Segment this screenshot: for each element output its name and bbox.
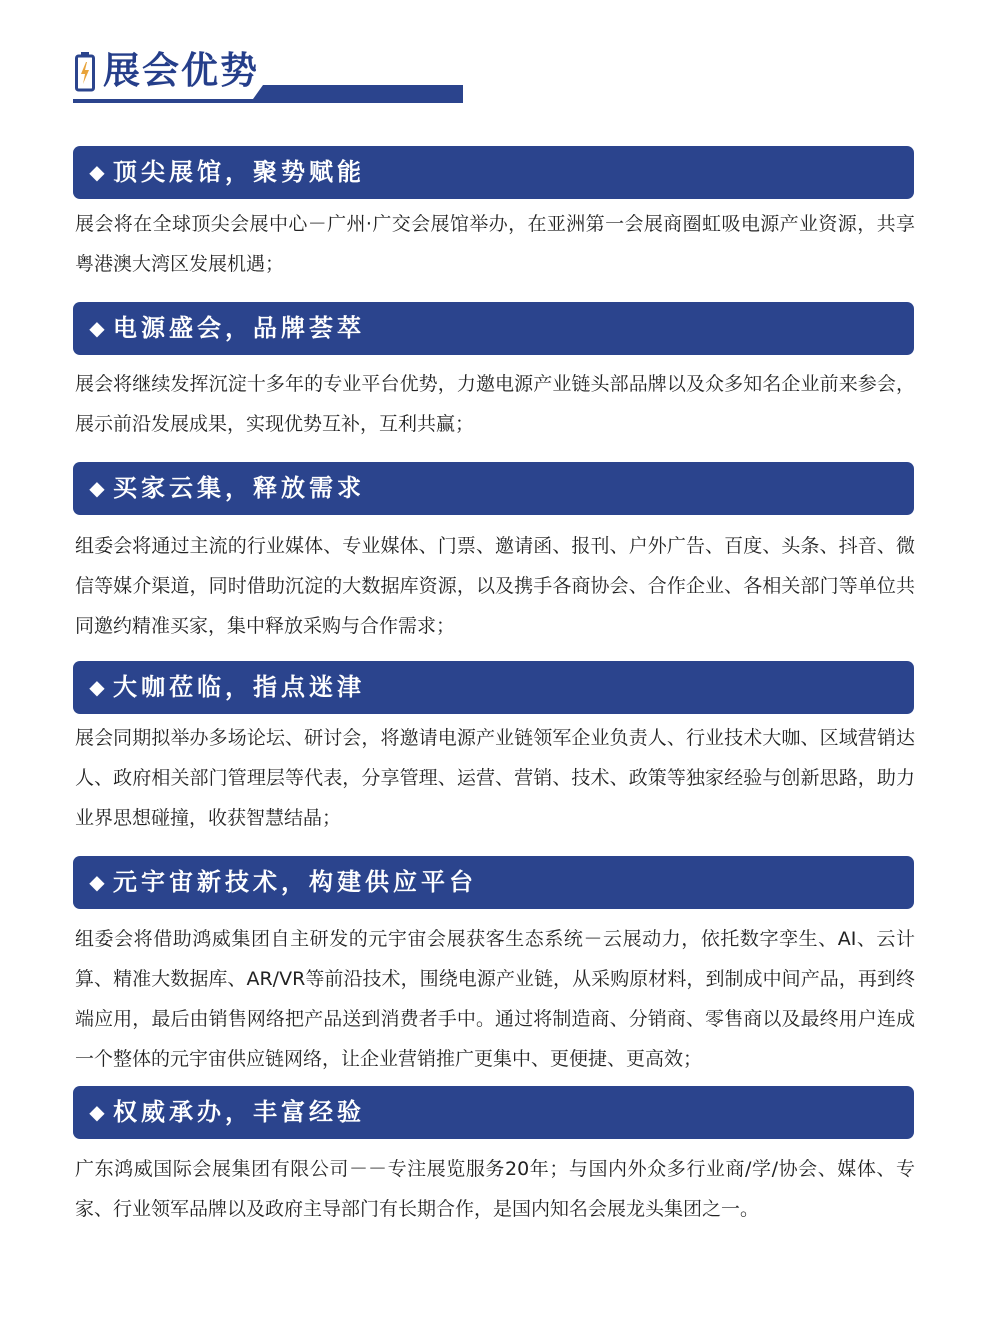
section-heading: 元宇宙新技术，构建供应平台	[113, 868, 477, 896]
page-title: 展会优势	[103, 49, 259, 92]
diamond-icon: ◆	[89, 160, 105, 184]
section-body: 展会将继续发挥沉淀十多年的专业平台优势，力邀电源产业链头部品牌以及众多知名企业前来参会，展示前沿发展成果，实现优势互补，互利共赢；	[75, 373, 915, 435]
section-heading-bar	[73, 1086, 914, 1139]
section-heading-bar	[73, 462, 914, 515]
diamond-icon: ◆	[89, 476, 105, 500]
section-body: 展会将在全球顶尖会展中心－广州·广交会展馆举办，在亚洲第一会展商圈虹吸电源产业资源，共享粤港澳大湾区发展机遇；	[75, 213, 915, 275]
battery-icon	[75, 52, 95, 92]
section-body: 组委会将借助鸿威集团自主研发的元宇宙会展获客生态系统－云展动力，依托数字孪生、AI、云计算、精准大数据库、AR/VR等前沿技术，围绕电源产业链，从采购原材料，到制成中间产品，再到终端应用，最后由销售网络把产品送到消费者手中。通过将制造商、分销商、零售商以及最终用户连成一个整体的元宇宙供应链网络，让企业营销推广更集中、更便捷、更高效；	[75, 928, 915, 1070]
section-heading-bar	[73, 661, 914, 714]
section-heading-bar	[73, 146, 914, 199]
section-heading: 顶尖展馆，聚势赋能	[113, 158, 365, 186]
section-heading: 大咖莅临，指点迷津	[113, 673, 365, 701]
section-heading: 电源盛会，品牌荟萃	[113, 314, 365, 342]
section-body: 展会同期拟举办多场论坛、研讨会，将邀请电源产业链领军企业负责人、行业技术大咖、区域营销达人、政府相关部门管理层等代表，分享管理、运营、营销、技术、政策等独家经验与创新思路，助力业界思想碰撞，收获智慧结晶；	[75, 727, 915, 829]
section-heading-bar	[73, 302, 914, 355]
diamond-icon: ◆	[89, 316, 105, 340]
section-body: 组委会将通过主流的行业媒体、专业媒体、门票、邀请函、报刊、户外广告、百度、头条、抖音、微信等媒介渠道，同时借助沉淀的大数据库资源，以及携手各商协会、合作企业、各相关部门等单位共同邀约精准买家，集中释放采购与合作需求；	[75, 535, 915, 637]
section-heading-bar	[73, 856, 914, 909]
diamond-icon: ◆	[89, 870, 105, 894]
section-heading: 买家云集，释放需求	[113, 474, 365, 502]
diamond-icon: ◆	[89, 675, 105, 699]
section-heading: 权威承办，丰富经验	[113, 1098, 365, 1126]
section-body: 广东鸿威国际会展集团有限公司－－专注展览服务20年；与国内外众多行业商/学/协会、媒体、专家、行业领军品牌以及政府主导部门有长期合作，是国内知名会展龙头集团之一。	[75, 1158, 915, 1220]
diamond-icon: ◆	[89, 1100, 105, 1124]
page-header	[73, 46, 473, 106]
